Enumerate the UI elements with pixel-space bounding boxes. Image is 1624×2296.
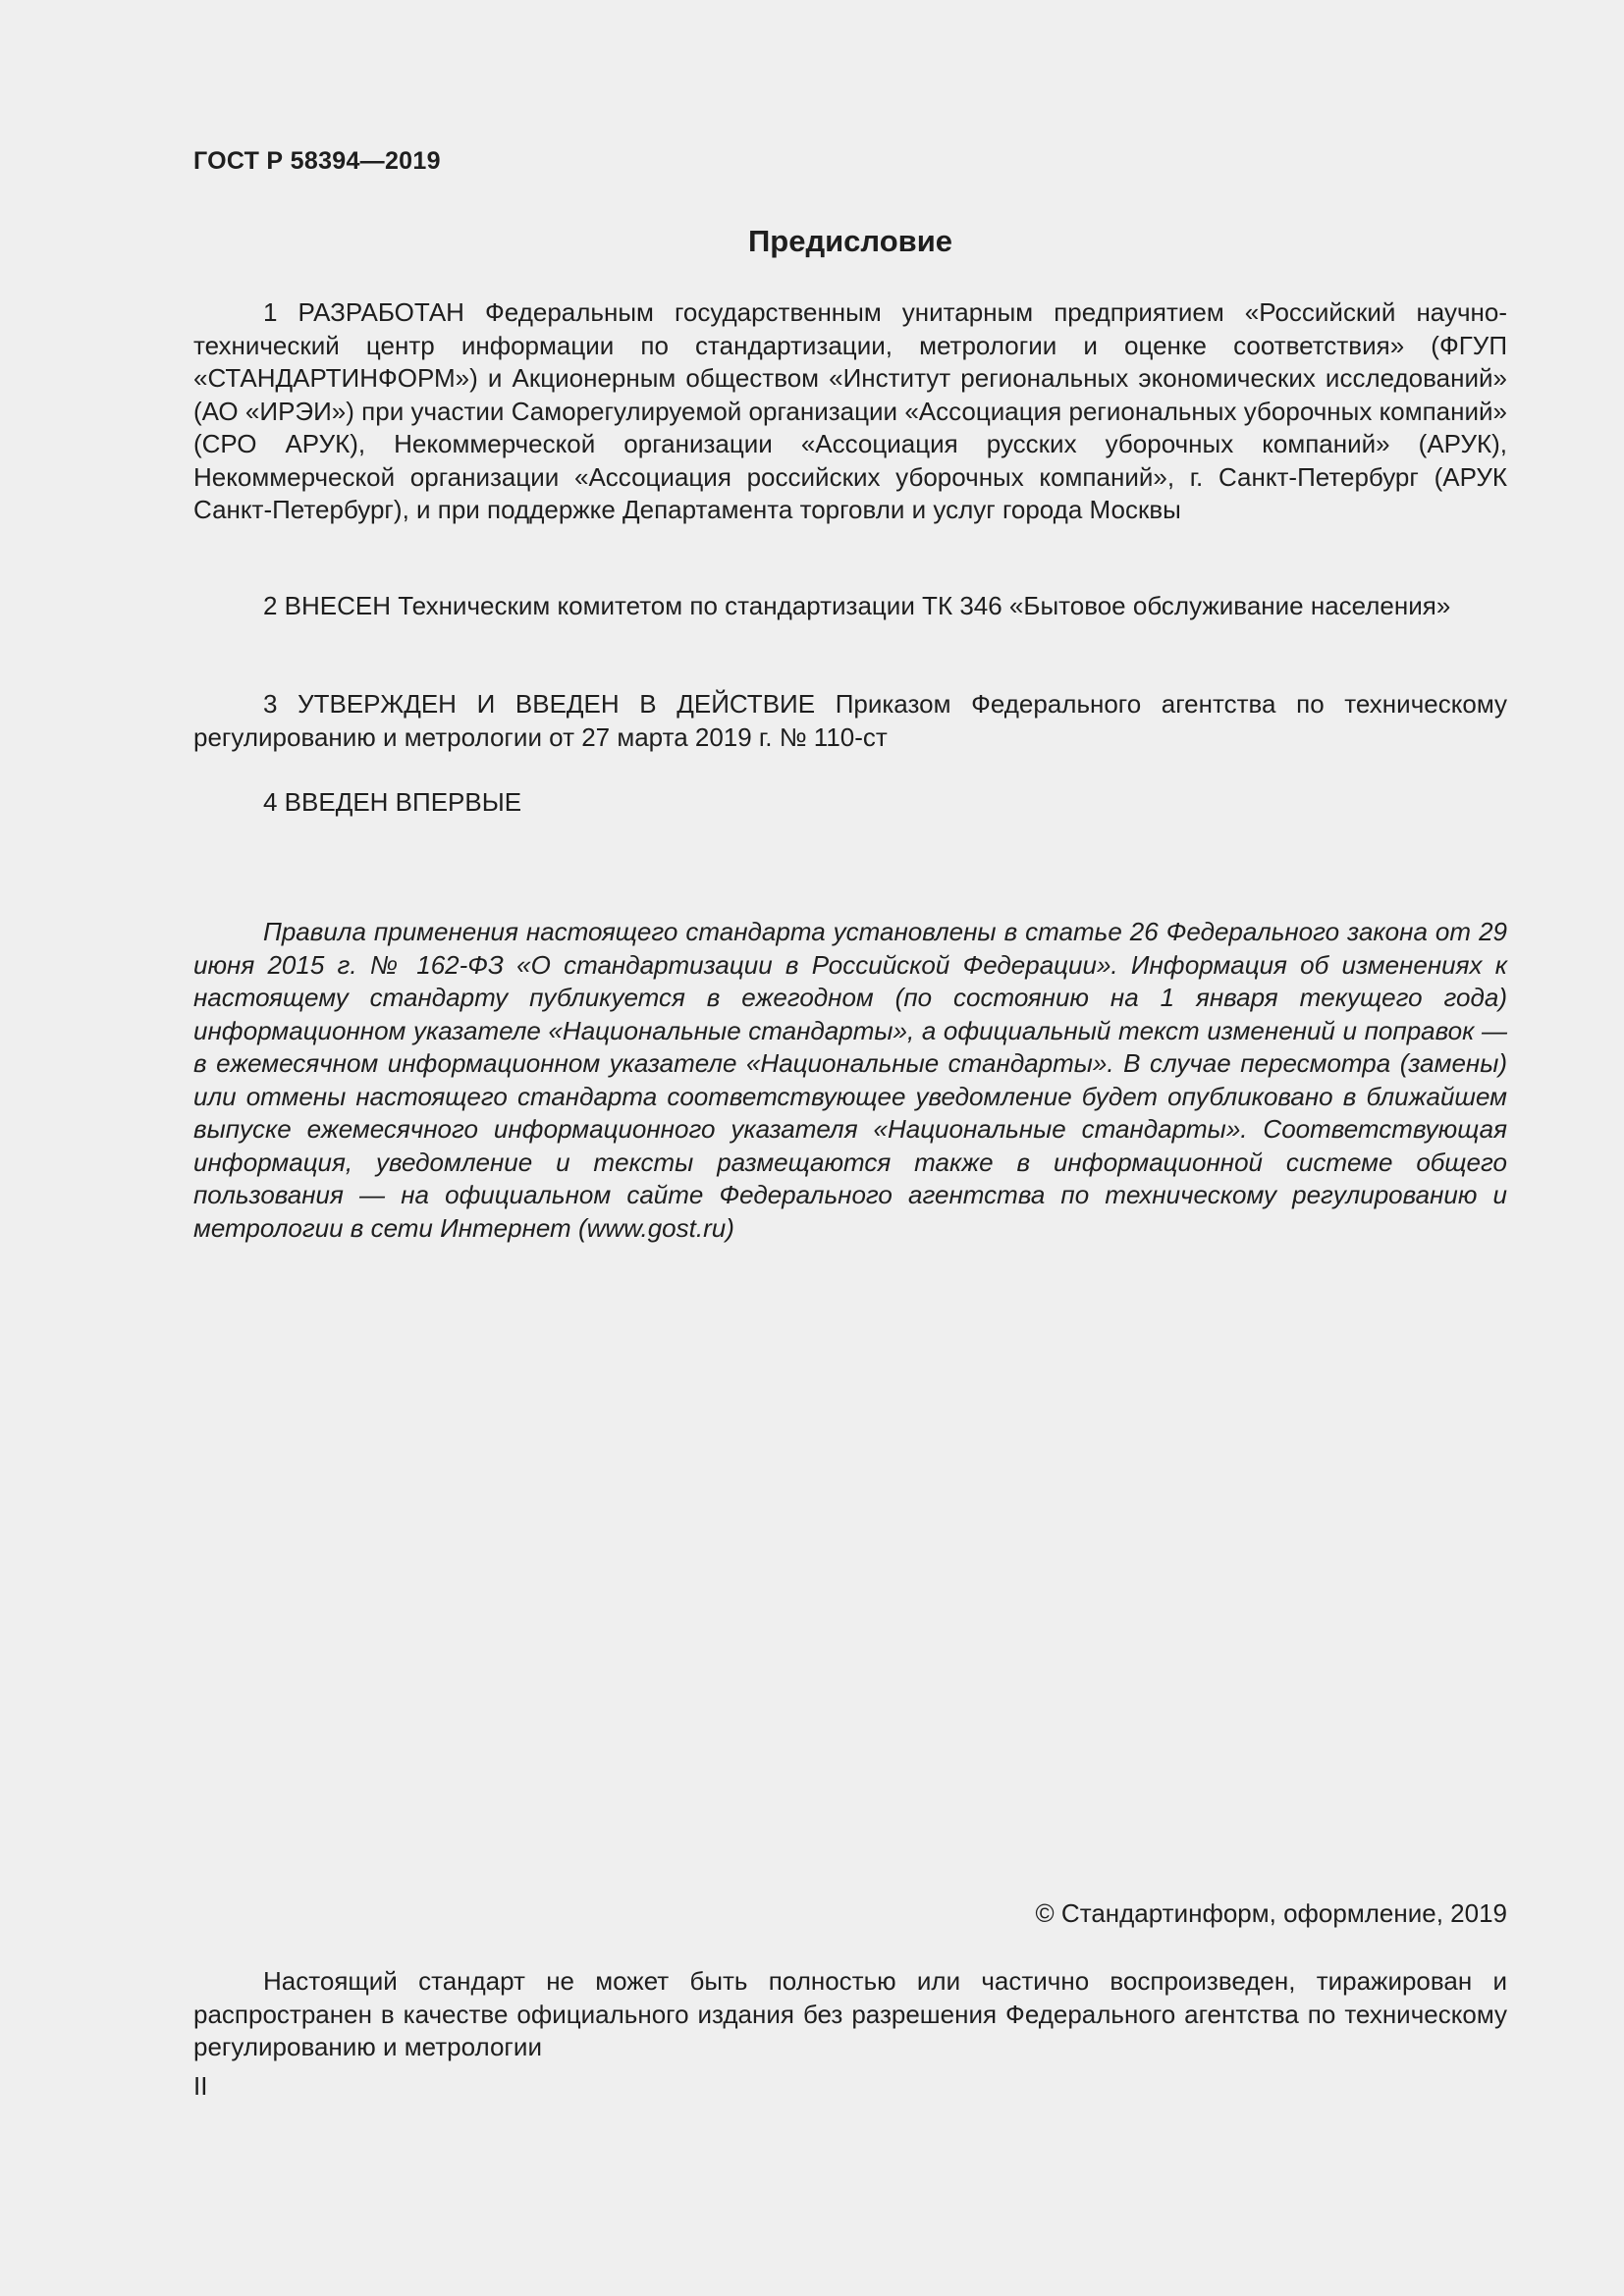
- foreword-item-3: 3 УТВЕРЖДЕН И ВВЕДЕН В ДЕЙСТВИЕ Приказом Федерального агентства по техническому регулированию и метрологии от 27 марта 2019 г. № 110-ст: [193, 689, 1507, 752]
- foreword-item-2: 2 ВНЕСЕН Техническим комитетом по стандартизации ТК 346 «Бытовое обслуживание населения»: [263, 591, 1451, 620]
- copyright-line: © Стандартинформ, оформление, 2019: [1035, 1898, 1507, 1928]
- application-rules-notice: Правила применения настоящего стандарта установлены в статье 26 Федерального закона от 29 июня 2015 г. № 162-ФЗ «О стандартизации в Российской Федерации». Информация об изменениях к настоящему стандарту публикуется в ежегодном (по состоянию на 1 января текущего года) информационном указателе «Национальные стандарты», а официальный текст изменений и поправок — в ежемесячном информационном указателе «Национальные стандарты». В случае пересмотра (замены) или отмены настоящего стандарта соответствующее уведомление будет опубликовано в ближайшем выпуске ежемесячного информационного указателя «Национальные стандарты». Соответствующая информация, уведомление и тексты размещаются также в информационной системе общего пользования — на официальном сайте Федерального агентства по техническому регулированию и метрологии в сети Интернет (www.gost.ru): [193, 917, 1507, 1243]
- foreword-item-4: 4 ВВЕДЕН ВПЕРВЫЕ: [263, 787, 522, 817]
- reproduction-notice: Настоящий стандарт не может быть полностью или частично воспроизведен, тиражирован и распространен в качестве официального издания без разрешения Федерального агентства по техническому регулированию и метрологии: [193, 1966, 1507, 2061]
- page-number: II: [193, 2071, 208, 2101]
- document-code: ГОСТ Р 58394—2019: [193, 147, 441, 175]
- foreword-item-1: 1 РАЗРАБОТАН Федеральным государственным унитарным предприятием «Российский научно-технический центр информации по стандартизации, метрологии и оценке соответствия» (ФГУП «СТАНДАРТИНФОРМ») и Акционерным обществом «Институт региональных экономических исследований» (АО «ИРЭИ») при участии Саморегулируемой организации «Ассоциация региональных уборочных компаний» (СРО АРУК), Некоммерческой организации «Ассоциация русских уборочных компаний» (АРУК), Некоммерческой организации «Ассоциация российских уборочных компаний», г. Санкт-Петербург (АРУК Санкт-Петербург), и при поддержке Департамента торговли и услуг города Москвы: [193, 297, 1507, 524]
- section-title: Предисловие: [747, 224, 952, 258]
